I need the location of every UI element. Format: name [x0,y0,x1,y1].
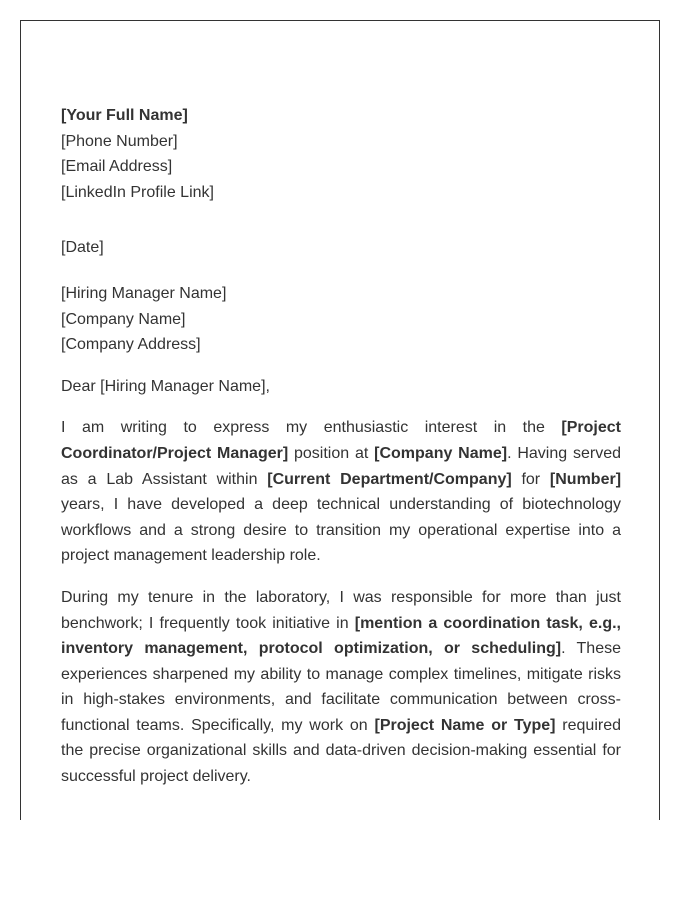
paragraph-2-placeholder-task: [mention a coordination task, e.g., inventory management, protocol optimization, or scheduling] [61,614,622,658]
paragraph-1-text-5: years, I have developed a deep technical understanding of biotechnology workflows and a strong desire to transition my operational expertise into a project management leadership role. [61,496,621,565]
paragraph-1-placeholder-department: [Current Department/Company] [267,470,512,488]
sender-name: [Your Full Name] [61,107,188,124]
paragraph-1-text-1: I am writing to express my enthusiastic interest in the [61,419,562,437]
sender-linkedin: [LinkedIn Profile Link] [61,183,214,201]
paragraph-1-text-4: for [511,470,550,488]
recipient-manager: [Hiring Manager Name] [61,284,227,302]
paragraph-1-placeholder-position: [Project Coordinator/Project Manager] [61,419,621,462]
paragraph-1-text-3: . Having served as a Lab Assistant within [61,444,622,488]
sender-phone: [Phone Number] [61,132,178,150]
letter-content [61,103,621,790]
paragraph-2-text-2: . These experiences sharpened my ability to manage complex timelines, mitigate risks in high-stakes environments, and facilitate communication between cross-functional teams. Specifically, my work on [61,640,621,734]
salutation: Dear [Hiring Manager Name], [61,377,270,395]
body-paragraph-2 [61,585,621,790]
sender-block [61,103,621,205]
paragraph-1-placeholder-company: [Company Name] [374,444,508,462]
body-paragraph-1 [61,415,621,569]
sender-email: [Email Address] [61,158,173,176]
recipient-block [61,281,621,358]
recipient-address: [Company Address] [61,336,201,354]
paragraph-2-placeholder-project: [Project Name or Type] [374,716,556,734]
paragraph-2-text-3: required the precise organizational skills and data-driven decision-making essential for successful project delivery. [61,716,622,786]
recipient-company: [Company Name] [61,310,186,328]
paragraph-2-text-1: During my tenure in the laboratory, I was responsible for more than just benchwork; I frequently took initiative in [61,588,621,632]
paragraph-1-placeholder-number: [Number] [549,470,622,488]
date-block [61,235,621,261]
paragraph-1-text-2: position at [288,444,375,462]
letter-date: [Date] [61,239,104,257]
letter-page [20,20,660,820]
